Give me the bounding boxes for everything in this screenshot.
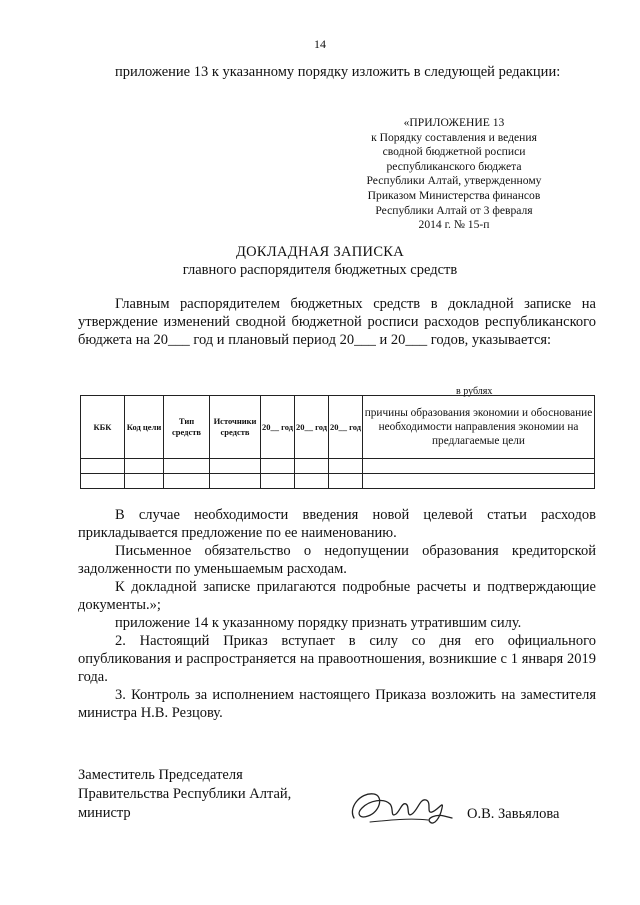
paragraph-item-2: 2. Настоящий Приказ вступает в силу со дня его официального опубликования и распространяется на правоотношения, возникшие с 1 января 2019 года. (78, 633, 596, 685)
units-label: в рублях (456, 386, 493, 397)
handwritten-signature (340, 778, 460, 838)
table-header-year-3: 20__ год (329, 396, 363, 459)
signatory-line: Заместитель Председателя (78, 767, 243, 783)
paragraph-obligation: Письменное обязательство о недопущении образования кредиторской задолженности по уменьшаемым расходам. (78, 543, 596, 577)
annex-header (364, 116, 544, 233)
signatory-line: министр (78, 805, 131, 821)
table-header-reasons: причины образования экономии и обоснование необходимости направления экономии на предлагаемые цели (363, 396, 595, 459)
signatory-name: О.В. Завьялова (467, 806, 560, 822)
paragraph-main: Главным распорядителем бюджетных средств в докладной записке на утверждение изменений сводной бюджетной росписи расходов республиканского бюджета на 20___ год и плановый период 20___ и 20___ годов, указывается: (78, 296, 596, 348)
annex-line: сводной бюджетной росписи (382, 145, 526, 159)
paragraph-new-article: В случае необходимости введения новой целевой статьи расходов прикладывается предложение по ее наименованию. (78, 507, 596, 541)
annex-line: к Порядку составления и ведения (371, 130, 537, 144)
signatory-position (78, 766, 291, 823)
document-subtitle: главного распорядителя бюджетных средств (182, 262, 458, 278)
annex-line: Приказом Министерства финансов (367, 188, 541, 202)
table-header-fund-type: Тип средств (164, 396, 210, 459)
annex-line: Республики Алтай от 3 февраля (375, 203, 533, 217)
annex-line: 2014 г. № 15-п (418, 218, 490, 232)
table-header-year-1: 20__ год (261, 396, 295, 459)
table-row (81, 459, 595, 474)
table-header-goal-code: Код цели (125, 396, 164, 459)
signatory-line: Правительства Республики Алтай, (78, 786, 292, 802)
table-header-kbk: КБК (81, 396, 125, 459)
paragraph-item-3: 3. Контроль за исполнением настоящего Приказа возложить на заместителя министра Н.В. Резцову. (78, 687, 596, 721)
intro-line: приложение 13 к указанному порядку изложить в следующей редакции: (115, 64, 561, 80)
table-row (81, 474, 595, 489)
report-table (80, 395, 595, 489)
page-number: 14 (314, 37, 326, 51)
document-title: ДОКЛАДНАЯ ЗАПИСКА (235, 244, 405, 260)
paragraph-annex-14: приложение 14 к указанному порядку признать утратившим силу. (115, 615, 522, 631)
paragraph-attachments: К докладной записке прилагаются подробные расчеты и подтверждающие документы.»; (78, 579, 596, 613)
table-header-year-2: 20__ год (295, 396, 329, 459)
annex-line: «ПРИЛОЖЕНИЕ 13 (403, 116, 505, 129)
annex-line: республиканского бюджета (386, 159, 522, 173)
annex-line: Республики Алтай, утвержденному (366, 174, 542, 188)
table-header-fund-source: Источники средств (210, 396, 261, 459)
